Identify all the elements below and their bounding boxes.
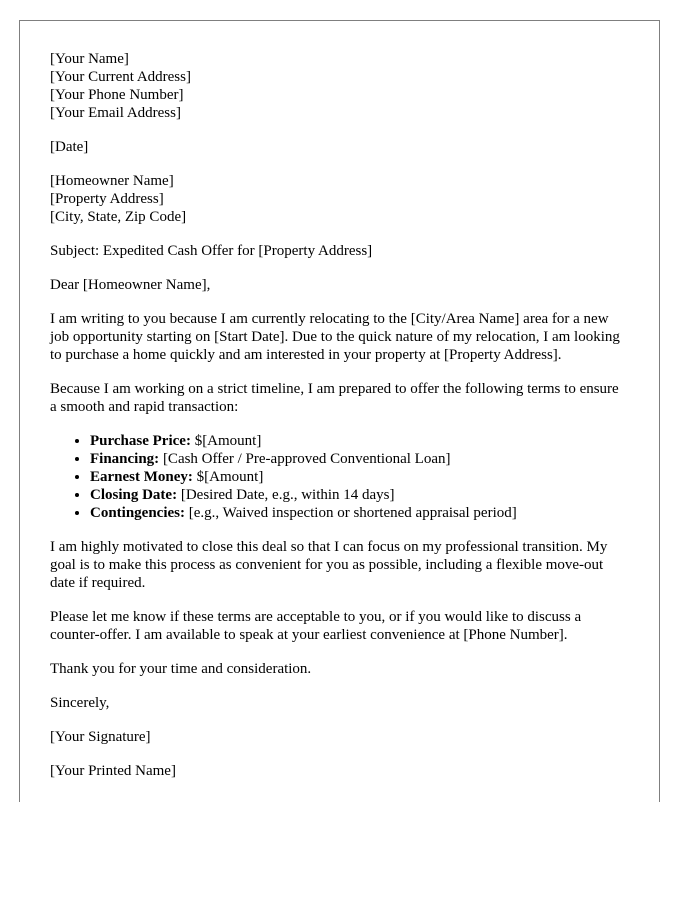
term-label: Closing Date: xyxy=(90,487,178,503)
letter-page xyxy=(19,20,660,802)
recipient-address: [Property Address] xyxy=(50,191,164,207)
letter-date: [Date] xyxy=(50,139,89,155)
sender-email: [Your Email Address] xyxy=(50,105,181,121)
term-value: [Desired Date, e.g., within 14 days] xyxy=(177,487,395,503)
paragraph-motivation: I am highly motivated to close this deal so that I can focus on my professional transition. My goal is to make this process as convenient for you as possible, including a flexible move-out date if required. xyxy=(50,539,608,591)
list-item xyxy=(90,486,629,504)
sender-block xyxy=(50,50,629,122)
term-value: [e.g., Waived inspection or shortened appraisal period] xyxy=(185,505,517,521)
sender-name: [Your Name] xyxy=(50,51,129,67)
list-item xyxy=(90,450,629,468)
list-item xyxy=(90,432,629,450)
paragraph-thanks: Thank you for your time and consideration. xyxy=(50,661,312,677)
subject-line: Subject: Expedited Cash Offer for [Property Address] xyxy=(50,243,373,259)
recipient-block xyxy=(50,172,629,226)
term-label: Earnest Money: xyxy=(90,469,193,485)
recipient-city-state-zip: [City, State, Zip Code] xyxy=(50,209,187,225)
sender-phone: [Your Phone Number] xyxy=(50,87,184,103)
term-label: Contingencies: xyxy=(90,505,185,521)
printed-name: [Your Printed Name] xyxy=(50,763,176,779)
terms-list xyxy=(50,432,629,522)
signature: [Your Signature] xyxy=(50,729,151,745)
list-item xyxy=(90,468,629,486)
paragraph-intro: I am writing to you because I am currently relocating to the [City/Area Name] area for a new job opportunity starting on [Start Date]. Due to the quick nature of my relocation, I am looking to purchase a home quickly and am interested in your property at [Property Address]. xyxy=(50,311,620,363)
paragraph-contact: Please let me know if these terms are acceptable to you, or if you would like to discuss a counter-offer. I am available to speak at your earliest convenience at [Phone Number]. xyxy=(50,609,582,643)
recipient-name: [Homeowner Name] xyxy=(50,173,174,189)
closing: Sincerely, xyxy=(50,695,110,711)
term-label: Financing: xyxy=(90,451,160,467)
term-value: $[Amount] xyxy=(190,433,262,449)
term-label: Purchase Price: xyxy=(90,433,191,449)
list-item xyxy=(90,504,629,522)
sender-address: [Your Current Address] xyxy=(50,69,191,85)
term-value: [Cash Offer / Pre-approved Conventional Loan] xyxy=(159,451,451,467)
salutation: Dear [Homeowner Name], xyxy=(50,277,211,293)
paragraph-terms-intro: Because I am working on a strict timeline, I am prepared to offer the following terms to ensure a smooth and rapid transaction: xyxy=(50,381,619,415)
term-value: $[Amount] xyxy=(192,469,264,485)
